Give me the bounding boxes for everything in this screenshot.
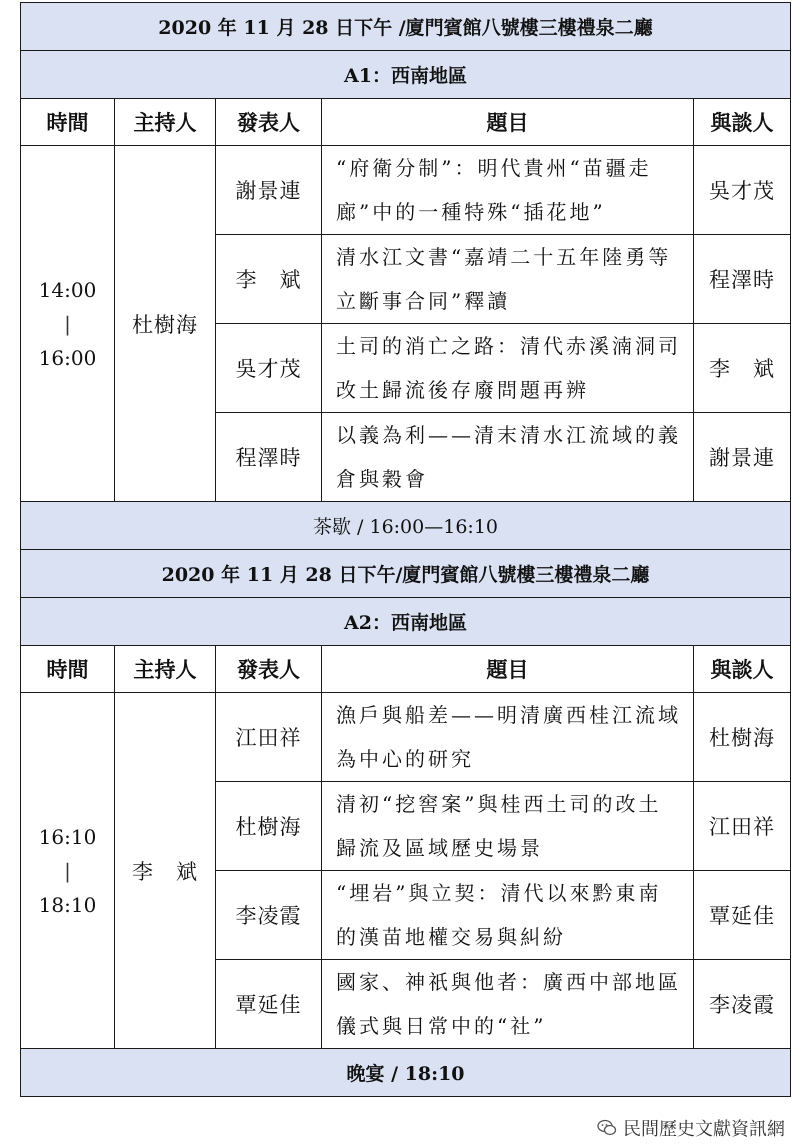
schedule-table [20,2,791,1097]
topic: 清水江文書“嘉靖二十五年陸勇等立斷事合同”釋讀 [322,235,694,324]
presenter: 李 斌 [216,235,322,324]
col-presenter: 發表人 [216,99,322,146]
topic: 清初“挖窖案”與桂西土司的改土歸流及區域歷史場景 [322,782,694,871]
session1-host: 杜樹海 [115,146,216,502]
presenter: 吳才茂 [216,324,322,413]
session1-time [21,146,115,502]
col-discussant: 與談人 [694,99,791,146]
col-topic: 題目 [322,99,694,146]
discussant: 江田祥 [694,782,791,871]
time-end: 18:10 [38,892,97,917]
time-start: 16:10 [38,824,97,849]
wechat-icon [597,1119,617,1137]
col-host: 主持人 [115,646,216,693]
watermark-text: 民間歷史文獻資訊網 [623,1119,785,1140]
topic: 土司的消亡之路：清代赤溪湳洞司改土歸流後存廢問題再辨 [322,324,694,413]
discussant: 謝景連 [694,413,791,502]
col-time: 時間 [21,646,115,693]
col-presenter: 發表人 [216,646,322,693]
tea-break: 茶歇 / 16:00—16:10 [21,502,791,550]
session2-title: A2：西南地區 [21,598,791,646]
presenter: 程澤時 [216,413,322,502]
topic: “府衛分制”：明代貴州“苗疆走廊”中的一種特殊“插花地” [322,146,694,235]
watermark [597,1115,785,1141]
session2-column-headers [21,646,791,693]
presenter: 覃延佳 [216,960,322,1049]
discussant: 程澤時 [694,235,791,324]
discussant: 覃延佳 [694,871,791,960]
session1-header: 2020 年 11 月 28 日下午 /廈門賓館八號樓三樓禮泉二廳 [21,3,791,51]
col-host: 主持人 [115,99,216,146]
topic: “埋岩”與立契：清代以來黔東南的漢苗地權交易與糾紛 [322,871,694,960]
session2-time [21,693,115,1049]
topic: 以義為利——清末清水江流域的義倉與穀會 [322,413,694,502]
presenter: 謝景連 [216,146,322,235]
topic: 國家、神祇與他者：廣西中部地區儀式與日常中的“社” [322,960,694,1049]
dinner: 晚宴 / 18:10 [21,1049,791,1097]
time-start: 14:00 [38,277,97,302]
session2-host: 李 斌 [115,693,216,1049]
discussant: 李 斌 [694,324,791,413]
discussant: 李凌霞 [694,960,791,1049]
time-end: 16:00 [38,345,97,370]
topic: 漁戶與船差——明清廣西桂江流域為中心的研究 [322,693,694,782]
col-time: 時間 [21,99,115,146]
time-separator: | [64,311,71,336]
discussant: 杜樹海 [694,693,791,782]
col-discussant: 與談人 [694,646,791,693]
presenter: 李凌霞 [216,871,322,960]
session2-header: 2020 年 11 月 28 日下午/廈門賓館八號樓三樓禮泉二廳 [21,550,791,598]
session1-title: A1：西南地區 [21,51,791,99]
session1-column-headers [21,99,791,146]
presenter: 江田祥 [216,693,322,782]
presenter: 杜樹海 [216,782,322,871]
time-separator: | [64,858,71,883]
col-topic: 題目 [322,646,694,693]
table-row [21,693,791,782]
table-row [21,146,791,235]
discussant: 吳才茂 [694,146,791,235]
